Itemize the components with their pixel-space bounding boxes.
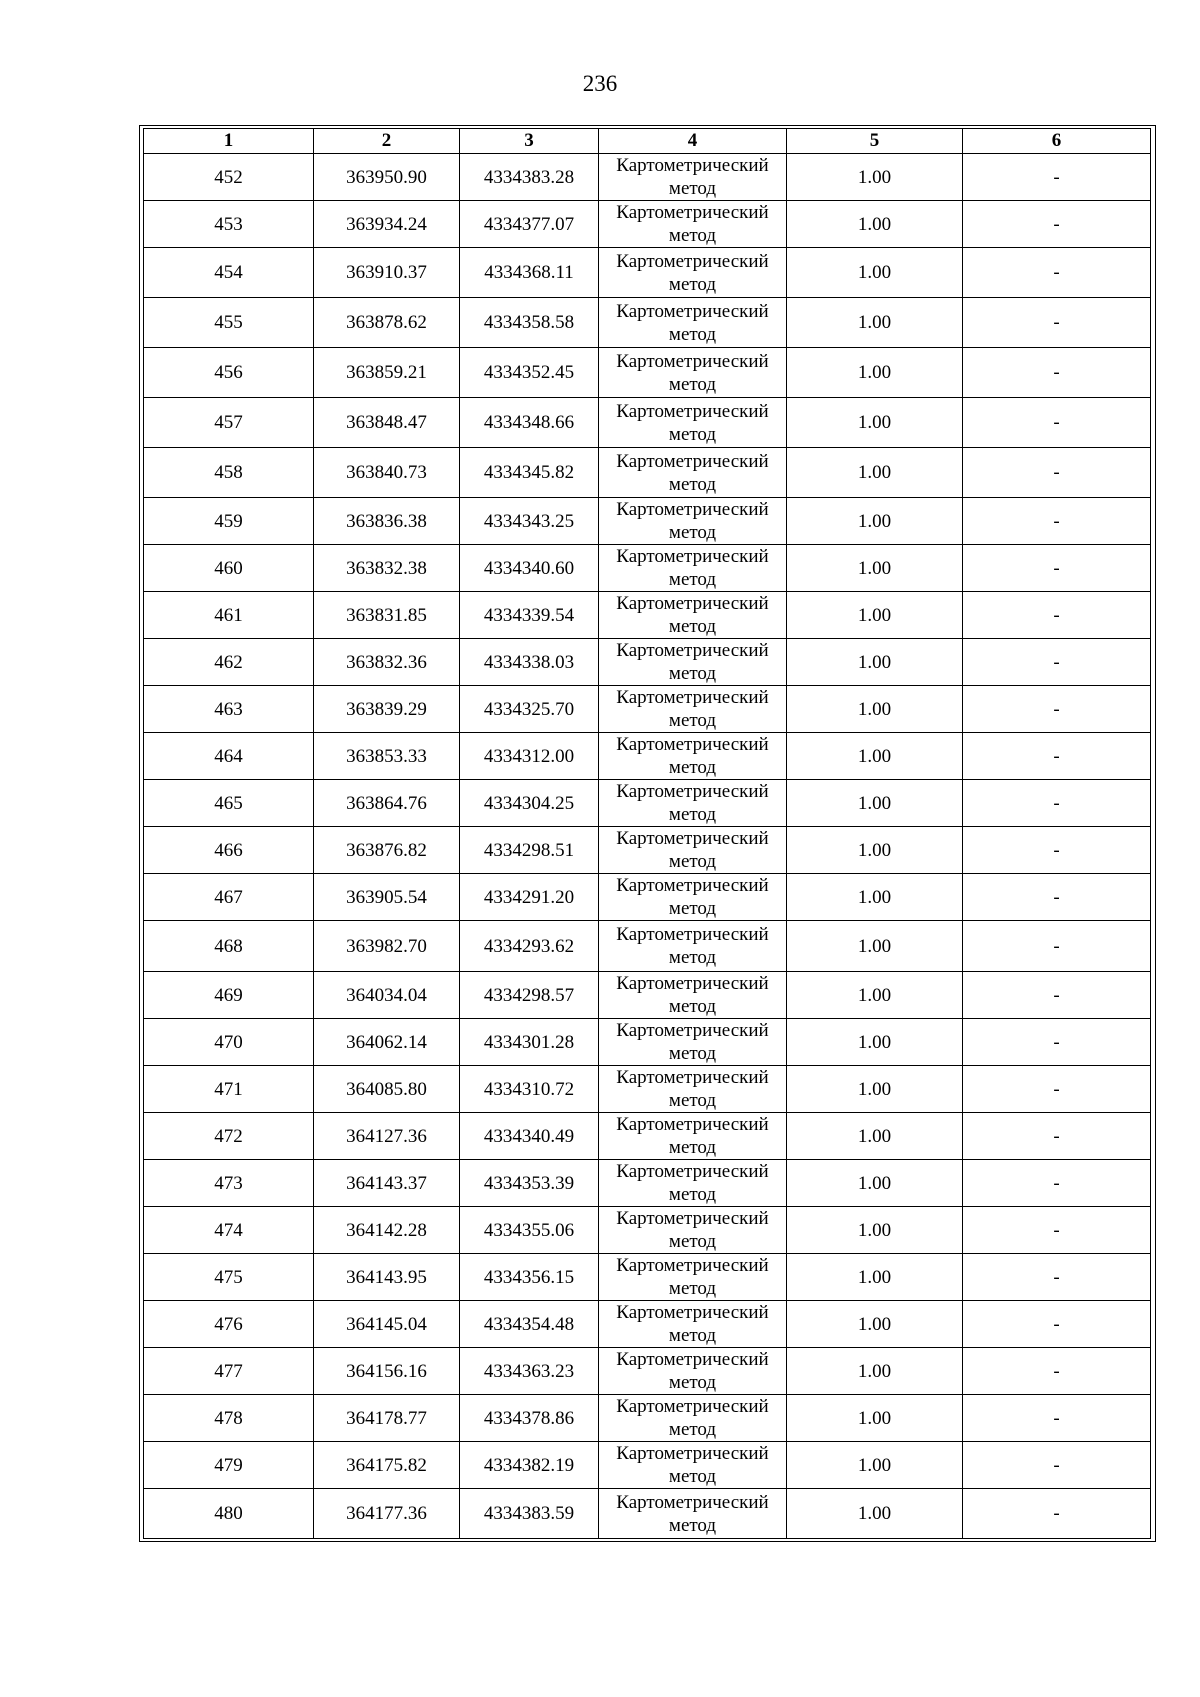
page-number: 236 xyxy=(582,71,618,96)
table-row xyxy=(144,498,1151,545)
point-number-cell: 453 xyxy=(144,201,314,248)
note-cell: - xyxy=(963,733,1151,780)
x-coordinate-cell: 363910.37 xyxy=(314,248,460,298)
table-row xyxy=(144,827,1151,874)
method-text: Картометрический метод xyxy=(616,250,769,295)
note-cell: - xyxy=(963,1207,1151,1254)
accuracy-cell: 1.00 xyxy=(787,154,963,201)
note-cell: - xyxy=(963,1301,1151,1348)
accuracy-cell: 1.00 xyxy=(787,1301,963,1348)
method-text: Картометрический метод xyxy=(616,734,769,778)
column-header: 1 xyxy=(144,129,314,154)
y-coordinate-cell: 4334298.51 xyxy=(460,827,599,874)
table-row xyxy=(144,248,1151,298)
table-row xyxy=(144,201,1151,248)
accuracy-cell: 1.00 xyxy=(787,498,963,545)
table-row xyxy=(144,1301,1151,1348)
coordinates-table xyxy=(143,128,1151,1539)
y-coordinate-cell: 4334363.23 xyxy=(460,1348,599,1395)
x-coordinate-cell: 363840.73 xyxy=(314,448,460,498)
y-coordinate-cell: 4334383.28 xyxy=(460,154,599,201)
y-coordinate-cell: 4334352.45 xyxy=(460,348,599,398)
table-body xyxy=(144,154,1151,1539)
method-text: Картометрический метод xyxy=(616,1114,769,1158)
method-text: Картометрический метод xyxy=(616,1020,769,1064)
accuracy-cell: 1.00 xyxy=(787,1113,963,1160)
accuracy-cell: 1.00 xyxy=(787,874,963,921)
method-cell xyxy=(599,780,787,827)
table-row xyxy=(144,972,1151,1019)
point-number-cell: 465 xyxy=(144,780,314,827)
point-number-cell: 461 xyxy=(144,592,314,639)
method-cell xyxy=(599,545,787,592)
method-cell xyxy=(599,398,787,448)
x-coordinate-cell: 363832.38 xyxy=(314,545,460,592)
y-coordinate-cell: 4334368.11 xyxy=(460,248,599,298)
note-cell: - xyxy=(963,1113,1151,1160)
accuracy-cell: 1.00 xyxy=(787,1395,963,1442)
y-coordinate-cell: 4334358.58 xyxy=(460,298,599,348)
note-cell: - xyxy=(963,1160,1151,1207)
method-cell xyxy=(599,733,787,780)
table-row xyxy=(144,448,1151,498)
point-number-cell: 463 xyxy=(144,686,314,733)
x-coordinate-cell: 363864.76 xyxy=(314,780,460,827)
table-row xyxy=(144,1160,1151,1207)
accuracy-cell: 1.00 xyxy=(787,1489,963,1539)
point-number-cell: 476 xyxy=(144,1301,314,1348)
point-number-cell: 452 xyxy=(144,154,314,201)
table-row xyxy=(144,1066,1151,1113)
point-number-cell: 460 xyxy=(144,545,314,592)
table-row xyxy=(144,1348,1151,1395)
point-number-cell: 473 xyxy=(144,1160,314,1207)
method-text: Картометрический метод xyxy=(616,828,769,872)
y-coordinate-cell: 4334354.48 xyxy=(460,1301,599,1348)
accuracy-cell: 1.00 xyxy=(787,298,963,348)
method-text: Картометрический метод xyxy=(616,300,769,345)
table-row xyxy=(144,348,1151,398)
point-number-cell: 459 xyxy=(144,498,314,545)
y-coordinate-cell: 4334340.60 xyxy=(460,545,599,592)
note-cell: - xyxy=(963,827,1151,874)
accuracy-cell: 1.00 xyxy=(787,592,963,639)
note-cell: - xyxy=(963,154,1151,201)
note-cell: - xyxy=(963,874,1151,921)
x-coordinate-cell: 364156.16 xyxy=(314,1348,460,1395)
y-coordinate-cell: 4334304.25 xyxy=(460,780,599,827)
note-cell: - xyxy=(963,686,1151,733)
note-cell: - xyxy=(963,1489,1151,1539)
method-cell xyxy=(599,827,787,874)
note-cell: - xyxy=(963,398,1151,448)
x-coordinate-cell: 364127.36 xyxy=(314,1113,460,1160)
x-coordinate-cell: 364178.77 xyxy=(314,1395,460,1442)
note-cell: - xyxy=(963,592,1151,639)
y-coordinate-cell: 4334338.03 xyxy=(460,639,599,686)
method-cell xyxy=(599,1066,787,1113)
table-row xyxy=(144,592,1151,639)
point-number-cell: 464 xyxy=(144,733,314,780)
accuracy-cell: 1.00 xyxy=(787,827,963,874)
method-cell xyxy=(599,1254,787,1301)
accuracy-cell: 1.00 xyxy=(787,921,963,972)
point-number-cell: 462 xyxy=(144,639,314,686)
method-cell xyxy=(599,1207,787,1254)
method-text: Картометрический метод xyxy=(616,546,769,590)
accuracy-cell: 1.00 xyxy=(787,348,963,398)
accuracy-cell: 1.00 xyxy=(787,201,963,248)
point-number-cell: 458 xyxy=(144,448,314,498)
method-text: Картометрический метод xyxy=(616,400,769,445)
column-header: 2 xyxy=(314,129,460,154)
point-number-cell: 456 xyxy=(144,348,314,398)
note-cell: - xyxy=(963,1019,1151,1066)
column-header: 5 xyxy=(787,129,963,154)
table-row xyxy=(144,545,1151,592)
x-coordinate-cell: 363832.36 xyxy=(314,639,460,686)
y-coordinate-cell: 4334312.00 xyxy=(460,733,599,780)
note-cell: - xyxy=(963,1442,1151,1489)
method-text: Картометрический метод xyxy=(616,593,769,637)
method-text: Картометрический метод xyxy=(616,1396,769,1440)
point-number-cell: 470 xyxy=(144,1019,314,1066)
table-row xyxy=(144,298,1151,348)
table-header-row xyxy=(144,129,1151,154)
method-text: Картометрический метод xyxy=(616,155,769,199)
accuracy-cell: 1.00 xyxy=(787,248,963,298)
x-coordinate-cell: 363836.38 xyxy=(314,498,460,545)
method-cell xyxy=(599,498,787,545)
note-cell: - xyxy=(963,201,1151,248)
method-cell xyxy=(599,1395,787,1442)
note-cell: - xyxy=(963,921,1151,972)
method-text: Картометрический метод xyxy=(616,1302,769,1346)
table-row xyxy=(144,1489,1151,1539)
method-cell xyxy=(599,874,787,921)
method-text: Картометрический метод xyxy=(616,499,769,543)
point-number-cell: 466 xyxy=(144,827,314,874)
method-text: Картометрический метод xyxy=(616,640,769,684)
accuracy-cell: 1.00 xyxy=(787,398,963,448)
table-row xyxy=(144,1019,1151,1066)
note-cell: - xyxy=(963,545,1151,592)
method-text: Картометрический метод xyxy=(616,350,769,395)
note-cell: - xyxy=(963,1066,1151,1113)
y-coordinate-cell: 4334356.15 xyxy=(460,1254,599,1301)
coordinates-table-frame xyxy=(139,125,1156,1542)
method-text: Картометрический метод xyxy=(616,687,769,731)
table-row xyxy=(144,1207,1151,1254)
table-row xyxy=(144,874,1151,921)
method-cell xyxy=(599,1442,787,1489)
method-text: Картометрический метод xyxy=(616,1491,769,1536)
table-row xyxy=(144,1254,1151,1301)
method-text: Картометрический метод xyxy=(616,973,769,1017)
note-cell: - xyxy=(963,248,1151,298)
method-text: Картометрический метод xyxy=(616,1208,769,1252)
point-number-cell: 475 xyxy=(144,1254,314,1301)
accuracy-cell: 1.00 xyxy=(787,1348,963,1395)
note-cell: - xyxy=(963,1254,1151,1301)
table-row xyxy=(144,1395,1151,1442)
x-coordinate-cell: 363950.90 xyxy=(314,154,460,201)
note-cell: - xyxy=(963,348,1151,398)
y-coordinate-cell: 4334298.57 xyxy=(460,972,599,1019)
method-text: Картометрический метод xyxy=(616,202,769,246)
point-number-cell: 471 xyxy=(144,1066,314,1113)
x-coordinate-cell: 364085.80 xyxy=(314,1066,460,1113)
method-cell xyxy=(599,1113,787,1160)
method-text: Картометрический метод xyxy=(616,1255,769,1299)
note-cell: - xyxy=(963,639,1151,686)
method-text: Картометрический метод xyxy=(616,1443,769,1487)
y-coordinate-cell: 4334377.07 xyxy=(460,201,599,248)
accuracy-cell: 1.00 xyxy=(787,1442,963,1489)
method-cell xyxy=(599,154,787,201)
note-cell: - xyxy=(963,1348,1151,1395)
y-coordinate-cell: 4334348.66 xyxy=(460,398,599,448)
accuracy-cell: 1.00 xyxy=(787,639,963,686)
point-number-cell: 457 xyxy=(144,398,314,448)
x-coordinate-cell: 363848.47 xyxy=(314,398,460,448)
x-coordinate-cell: 363934.24 xyxy=(314,201,460,248)
method-text: Картометрический метод xyxy=(616,1161,769,1205)
table-row xyxy=(144,921,1151,972)
point-number-cell: 478 xyxy=(144,1395,314,1442)
x-coordinate-cell: 363982.70 xyxy=(314,921,460,972)
y-coordinate-cell: 4334293.62 xyxy=(460,921,599,972)
table-row xyxy=(144,398,1151,448)
y-coordinate-cell: 4334291.20 xyxy=(460,874,599,921)
x-coordinate-cell: 363878.62 xyxy=(314,298,460,348)
y-coordinate-cell: 4334355.06 xyxy=(460,1207,599,1254)
y-coordinate-cell: 4334345.82 xyxy=(460,448,599,498)
accuracy-cell: 1.00 xyxy=(787,545,963,592)
x-coordinate-cell: 363853.33 xyxy=(314,733,460,780)
note-cell: - xyxy=(963,1395,1151,1442)
y-coordinate-cell: 4334378.86 xyxy=(460,1395,599,1442)
method-cell xyxy=(599,201,787,248)
method-text: Картометрический метод xyxy=(616,875,769,919)
method-cell xyxy=(599,592,787,639)
method-text: Картометрический метод xyxy=(616,1067,769,1111)
x-coordinate-cell: 364177.36 xyxy=(314,1489,460,1539)
y-coordinate-cell: 4334340.49 xyxy=(460,1113,599,1160)
note-cell: - xyxy=(963,780,1151,827)
point-number-cell: 468 xyxy=(144,921,314,972)
method-cell xyxy=(599,686,787,733)
accuracy-cell: 1.00 xyxy=(787,733,963,780)
point-number-cell: 480 xyxy=(144,1489,314,1539)
accuracy-cell: 1.00 xyxy=(787,448,963,498)
table-row xyxy=(144,154,1151,201)
point-number-cell: 454 xyxy=(144,248,314,298)
x-coordinate-cell: 364145.04 xyxy=(314,1301,460,1348)
point-number-cell: 472 xyxy=(144,1113,314,1160)
y-coordinate-cell: 4334325.70 xyxy=(460,686,599,733)
y-coordinate-cell: 4334383.59 xyxy=(460,1489,599,1539)
x-coordinate-cell: 364175.82 xyxy=(314,1442,460,1489)
column-header: 3 xyxy=(460,129,599,154)
y-coordinate-cell: 4334339.54 xyxy=(460,592,599,639)
point-number-cell: 474 xyxy=(144,1207,314,1254)
table-row xyxy=(144,1113,1151,1160)
accuracy-cell: 1.00 xyxy=(787,1207,963,1254)
x-coordinate-cell: 364143.37 xyxy=(314,1160,460,1207)
table-row xyxy=(144,639,1151,686)
method-cell xyxy=(599,639,787,686)
x-coordinate-cell: 363859.21 xyxy=(314,348,460,398)
note-cell: - xyxy=(963,448,1151,498)
point-number-cell: 455 xyxy=(144,298,314,348)
x-coordinate-cell: 363876.82 xyxy=(314,827,460,874)
method-text: Картометрический метод xyxy=(616,1349,769,1393)
accuracy-cell: 1.00 xyxy=(787,780,963,827)
method-text: Картометрический метод xyxy=(616,781,769,825)
accuracy-cell: 1.00 xyxy=(787,686,963,733)
method-cell xyxy=(599,1160,787,1207)
point-number-cell: 467 xyxy=(144,874,314,921)
note-cell: - xyxy=(963,972,1151,1019)
column-header: 4 xyxy=(599,129,787,154)
method-cell xyxy=(599,1348,787,1395)
y-coordinate-cell: 4334353.39 xyxy=(460,1160,599,1207)
column-header: 6 xyxy=(963,129,1151,154)
x-coordinate-cell: 363905.54 xyxy=(314,874,460,921)
table-row xyxy=(144,733,1151,780)
table-row xyxy=(144,686,1151,733)
x-coordinate-cell: 364034.04 xyxy=(314,972,460,1019)
method-text: Картометрический метод xyxy=(616,450,769,495)
point-number-cell: 469 xyxy=(144,972,314,1019)
y-coordinate-cell: 4334310.72 xyxy=(460,1066,599,1113)
x-coordinate-cell: 364143.95 xyxy=(314,1254,460,1301)
accuracy-cell: 1.00 xyxy=(787,1019,963,1066)
accuracy-cell: 1.00 xyxy=(787,1160,963,1207)
accuracy-cell: 1.00 xyxy=(787,972,963,1019)
note-cell: - xyxy=(963,498,1151,545)
point-number-cell: 477 xyxy=(144,1348,314,1395)
method-cell xyxy=(599,1019,787,1066)
table-row xyxy=(144,1442,1151,1489)
method-cell xyxy=(599,1489,787,1539)
accuracy-cell: 1.00 xyxy=(787,1254,963,1301)
method-cell xyxy=(599,298,787,348)
method-cell xyxy=(599,248,787,298)
x-coordinate-cell: 363839.29 xyxy=(314,686,460,733)
method-cell xyxy=(599,921,787,972)
y-coordinate-cell: 4334301.28 xyxy=(460,1019,599,1066)
note-cell: - xyxy=(963,298,1151,348)
x-coordinate-cell: 364142.28 xyxy=(314,1207,460,1254)
accuracy-cell: 1.00 xyxy=(787,1066,963,1113)
method-text: Картометрический метод xyxy=(616,924,769,968)
method-cell xyxy=(599,448,787,498)
point-number-cell: 479 xyxy=(144,1442,314,1489)
y-coordinate-cell: 4334382.19 xyxy=(460,1442,599,1489)
x-coordinate-cell: 364062.14 xyxy=(314,1019,460,1066)
y-coordinate-cell: 4334343.25 xyxy=(460,498,599,545)
method-cell xyxy=(599,972,787,1019)
x-coordinate-cell: 363831.85 xyxy=(314,592,460,639)
table-row xyxy=(144,780,1151,827)
method-cell xyxy=(599,1301,787,1348)
method-cell xyxy=(599,348,787,398)
